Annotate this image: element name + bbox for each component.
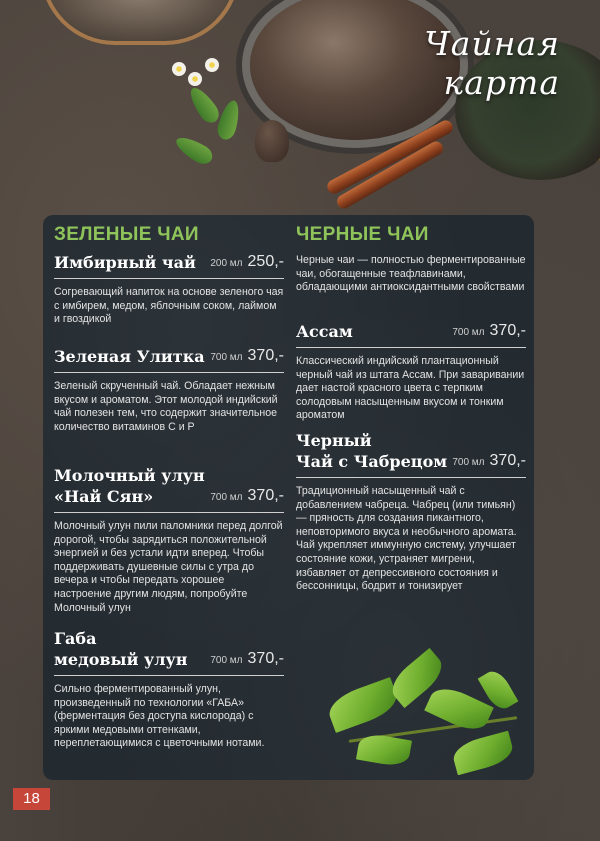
section-intro: Черные чаи — полностью ферментированные чаи, обогащенные теафлавинами, обладающими антиоксидантными свойствами	[296, 254, 526, 294]
page-title: Чайная карта	[424, 24, 560, 102]
menu-item-header	[54, 346, 284, 367]
tea-leaf-image	[450, 731, 516, 776]
item-price: 250,-	[247, 253, 284, 270]
menu-item-header	[54, 628, 284, 670]
section-title-green: ЗЕЛЕНЫЕ ЧАИ	[54, 224, 199, 245]
herb-leaf-image	[172, 132, 216, 168]
item-name: Ассам	[296, 322, 353, 341]
chamomile-flower-image	[188, 72, 202, 86]
menu-item	[54, 628, 284, 751]
herb-leaf-image	[185, 83, 223, 126]
item-price: 370,-	[489, 322, 526, 339]
menu-item	[54, 252, 284, 327]
item-description: Сильно ферментированный улун, произведенный по технологии «ГАБА» (ферментация без доступа кислорода) с яркими медовыми оттенками, переплетающимися с цветочными нотами.	[54, 683, 265, 750]
item-price: 370,-	[247, 487, 284, 504]
item-description: Классический индийский плантационный черный чай из штата Ассам. При заваривании дает настой красного цвета с терпким солодовым насыщенным вкусом и тонким ароматом	[296, 355, 525, 422]
tea-bowl-image	[40, 0, 240, 45]
item-price: 370,-	[247, 650, 284, 667]
item-description: Традиционный насыщенный чай с добавлением чабреца. Чабрец (или тимьян) — пряность для создания пикантного, неповторимого вкуса и необычного аромата. Чай укрепляет иммунную систему, улучшает состояние кожи, устраняет мигрени, избавляет от депрессивного состояния и бессонницы, бодрит и тонизирует	[296, 485, 517, 593]
black-tea-column	[296, 224, 526, 593]
item-description: Молочный улун пили паломники перед долгой дорогой, чтобы зарядиться положительной энергией и без устали идти вперед. Чтобы поддерживать душевные силы с утра до вечера и чтобы передать хорошее настроение другим людям, попробуйте Молочный улун	[54, 520, 283, 614]
divider	[54, 278, 284, 279]
item-price-block	[210, 251, 284, 271]
chamomile-flower-image	[205, 58, 219, 72]
item-name: «Най Сян»	[54, 487, 154, 506]
menu-item	[54, 346, 284, 434]
menu-item-header	[54, 465, 284, 507]
item-name: Черный	[296, 431, 372, 450]
divider	[296, 347, 526, 348]
item-description: Согревающий напиток на основе зеленого чая с имбирем, медом, яблочным соком, лаймом и гвоздикой	[54, 286, 284, 326]
item-volume: 700 мл	[210, 492, 243, 503]
divider	[54, 372, 284, 373]
item-price-block	[210, 648, 284, 668]
item-description: Зеленый скрученный чай. Обладает нежным вкусом и ароматом. Этот молодой индийский чай полезен тем, что содержит значительное количество витаминов С и Р	[54, 380, 278, 433]
tea-leaf-image	[324, 677, 401, 733]
item-price-block	[452, 450, 526, 470]
divider	[296, 477, 526, 478]
item-name: Имбирный чай	[54, 253, 196, 272]
item-price: 370,-	[247, 347, 284, 364]
item-volume: 700 мл	[452, 327, 485, 338]
tea-leaves-image	[318, 658, 533, 788]
item-volume: 200 мл	[210, 258, 243, 269]
menu-item-header	[54, 252, 284, 273]
divider	[54, 675, 284, 676]
menu-item	[296, 430, 526, 594]
menu-item	[54, 465, 284, 615]
item-price-block	[452, 320, 526, 340]
item-name: Молочный улун	[54, 466, 205, 485]
item-name: Чай с Чабрецом	[296, 452, 448, 471]
header-photo	[0, 0, 600, 230]
item-volume: 700 мл	[210, 352, 243, 363]
menu-item-header	[296, 430, 526, 472]
item-price-block	[210, 485, 284, 505]
item-volume: 700 мл	[452, 457, 485, 468]
chamomile-flower-image	[172, 62, 186, 76]
green-tea-column	[54, 224, 284, 750]
item-price: 370,-	[489, 452, 526, 469]
tea-leaf-image	[356, 732, 412, 769]
section-title-black: ЧЕРНЫЕ ЧАИ	[296, 224, 429, 245]
item-name: Зеленая Улитка	[54, 347, 205, 366]
menu-item-header	[296, 321, 526, 342]
page-number-badge: 18	[13, 788, 50, 810]
item-price-block	[210, 345, 284, 365]
herb-leaf-image	[215, 98, 243, 141]
item-volume: 700 мл	[210, 655, 243, 666]
item-name: Габа	[54, 629, 97, 648]
menu-item	[296, 321, 526, 423]
item-name: медовый улун	[54, 650, 188, 669]
teapot-spout-image	[255, 120, 289, 162]
divider	[54, 512, 284, 513]
